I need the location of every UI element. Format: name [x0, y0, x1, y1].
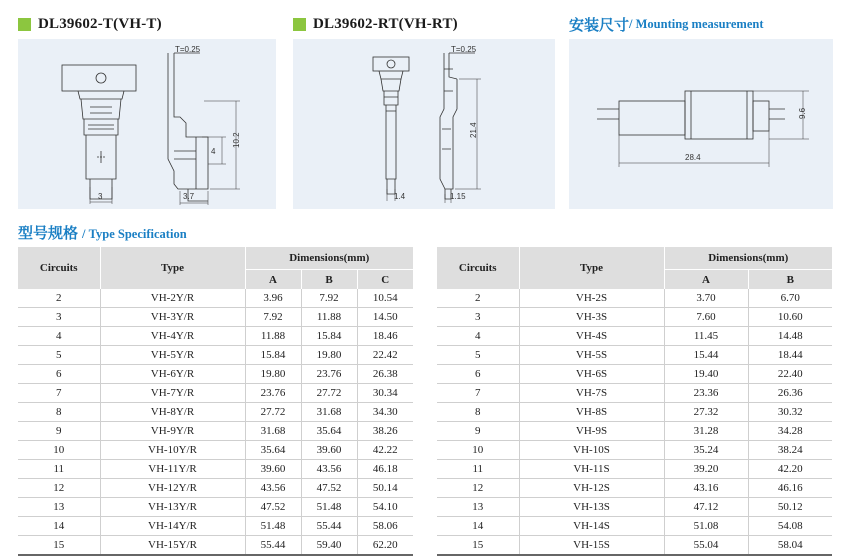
- cell-circuits: 9: [437, 422, 519, 441]
- cell-type: VH-13Y/R: [100, 498, 245, 517]
- cell-c: 10.54: [357, 289, 413, 308]
- cell-circuits: 12: [18, 479, 100, 498]
- dim-1-4: 1.4: [394, 192, 406, 201]
- cell-b: 10.60: [748, 308, 832, 327]
- cell-b: 7.92: [301, 289, 357, 308]
- cell-circuits: 14: [18, 517, 100, 536]
- cell-b: 15.84: [301, 327, 357, 346]
- spec-table-vh-t: [18, 247, 413, 556]
- cell-circuits: 2: [437, 289, 519, 308]
- table-row: [18, 498, 413, 517]
- col-c: C: [357, 270, 413, 290]
- cell-c: 30.34: [357, 384, 413, 403]
- dim-9-6: 9.6: [798, 107, 807, 119]
- table-row: [18, 346, 413, 365]
- cell-b: 38.24: [748, 441, 832, 460]
- col-circuits: Circuits: [437, 247, 519, 289]
- cell-type: VH-11S: [519, 460, 664, 479]
- cell-a: 27.72: [245, 403, 301, 422]
- cell-type: VH-9Y/R: [100, 422, 245, 441]
- cell-b: 55.44: [301, 517, 357, 536]
- col-b: B: [748, 270, 832, 290]
- terminal-t-drawing: [18, 39, 276, 209]
- type-spec-title-cn: 型号规格: [18, 226, 79, 242]
- cell-b: 54.08: [748, 517, 832, 536]
- cell-a: 55.44: [245, 536, 301, 556]
- spec-table-vh-s: [437, 247, 832, 556]
- cell-a: 19.80: [245, 365, 301, 384]
- cell-type: VH-6Y/R: [100, 365, 245, 384]
- cell-c: 46.18: [357, 460, 413, 479]
- terminal-t-header: [18, 14, 162, 34]
- terminal-t-title: DL39602-T(VH-T): [38, 15, 162, 32]
- table-row: [437, 365, 832, 384]
- cell-a: 19.40: [664, 365, 748, 384]
- cell-b: 23.76: [301, 365, 357, 384]
- cell-type: VH-3S: [519, 308, 664, 327]
- cell-b: 46.16: [748, 479, 832, 498]
- cell-circuits: 11: [437, 460, 519, 479]
- table-row: [437, 517, 832, 536]
- cell-a: 27.32: [664, 403, 748, 422]
- cell-type: VH-4Y/R: [100, 327, 245, 346]
- cell-a: 39.60: [245, 460, 301, 479]
- cell-circuits: 8: [437, 403, 519, 422]
- cell-c: 54.10: [357, 498, 413, 517]
- table-row: [437, 384, 832, 403]
- mounting-header: [569, 14, 764, 34]
- cell-b: 11.88: [301, 308, 357, 327]
- cell-circuits: 5: [18, 346, 100, 365]
- cell-c: 22.42: [357, 346, 413, 365]
- cell-circuits: 3: [18, 308, 100, 327]
- table-row: [18, 289, 413, 308]
- cell-c: 14.50: [357, 308, 413, 327]
- table-row: [18, 441, 413, 460]
- cell-a: 39.20: [664, 460, 748, 479]
- table-row: [18, 479, 413, 498]
- cell-a: 43.56: [245, 479, 301, 498]
- cell-circuits: 9: [18, 422, 100, 441]
- cell-b: 18.44: [748, 346, 832, 365]
- cell-circuits: 15: [18, 536, 100, 556]
- cell-a: 7.92: [245, 308, 301, 327]
- cell-type: VH-7S: [519, 384, 664, 403]
- cell-type: VH-8S: [519, 403, 664, 422]
- cell-circuits: 5: [437, 346, 519, 365]
- dim-3: 3: [98, 192, 103, 201]
- cell-a: 51.48: [245, 517, 301, 536]
- table-row: [18, 384, 413, 403]
- table-row: [437, 498, 832, 517]
- green-square-icon: [18, 18, 31, 31]
- table-row: [18, 517, 413, 536]
- cell-b: 35.64: [301, 422, 357, 441]
- type-spec-title: [18, 222, 187, 243]
- col-b: B: [301, 270, 357, 290]
- mounting-title-cn: 安装尺寸: [569, 17, 630, 34]
- col-type: Type: [519, 247, 664, 289]
- cell-c: 18.46: [357, 327, 413, 346]
- cell-b: 43.56: [301, 460, 357, 479]
- cell-a: 35.64: [245, 441, 301, 460]
- type-spec-title-en: / Type Specification: [82, 227, 187, 241]
- cell-b: 31.68: [301, 403, 357, 422]
- cell-type: VH-13S: [519, 498, 664, 517]
- col-a: A: [664, 270, 748, 290]
- col-type: Type: [100, 247, 245, 289]
- cell-type: VH-14S: [519, 517, 664, 536]
- cell-a: 23.76: [245, 384, 301, 403]
- cell-circuits: 4: [437, 327, 519, 346]
- cell-circuits: 13: [18, 498, 100, 517]
- cell-b: 30.32: [748, 403, 832, 422]
- table-row: [437, 346, 832, 365]
- table-row: [437, 289, 832, 308]
- cell-circuits: 6: [18, 365, 100, 384]
- cell-b: 19.80: [301, 346, 357, 365]
- cell-b: 27.72: [301, 384, 357, 403]
- cell-type: VH-15S: [519, 536, 664, 556]
- table-row: [18, 365, 413, 384]
- cell-c: 58.06: [357, 517, 413, 536]
- cell-type: VH-2S: [519, 289, 664, 308]
- cell-circuits: 2: [18, 289, 100, 308]
- cell-c: 26.38: [357, 365, 413, 384]
- cell-c: 62.20: [357, 536, 413, 556]
- cell-circuits: 3: [437, 308, 519, 327]
- cell-b: 50.12: [748, 498, 832, 517]
- table-row: [18, 536, 413, 556]
- cell-a: 47.52: [245, 498, 301, 517]
- cell-circuits: 7: [437, 384, 519, 403]
- dim-10-2: 10.2: [232, 132, 241, 148]
- cell-circuits: 13: [437, 498, 519, 517]
- cell-a: 11.88: [245, 327, 301, 346]
- cell-type: VH-14Y/R: [100, 517, 245, 536]
- cell-type: VH-7Y/R: [100, 384, 245, 403]
- cell-b: 22.40: [748, 365, 832, 384]
- col-dimensions: Dimensions(mm): [245, 247, 413, 270]
- cell-b: 47.52: [301, 479, 357, 498]
- cell-type: VH-5S: [519, 346, 664, 365]
- table-row: [437, 308, 832, 327]
- cell-type: VH-3Y/R: [100, 308, 245, 327]
- thickness-label: T=0.25: [175, 45, 201, 54]
- cell-type: VH-6S: [519, 365, 664, 384]
- cell-circuits: 7: [18, 384, 100, 403]
- terminal-rt-drawing: [293, 39, 555, 209]
- table-row: [437, 403, 832, 422]
- dim-3-7: 3.7: [183, 192, 195, 201]
- table-row: [437, 422, 832, 441]
- table-row: [437, 460, 832, 479]
- cell-a: 3.70: [664, 289, 748, 308]
- cell-b: 58.04: [748, 536, 832, 556]
- cell-b: 6.70: [748, 289, 832, 308]
- cell-b: 39.60: [301, 441, 357, 460]
- dim-21-4: 21.4: [469, 122, 478, 138]
- cell-circuits: 11: [18, 460, 100, 479]
- cell-type: VH-15Y/R: [100, 536, 245, 556]
- cell-type: VH-12S: [519, 479, 664, 498]
- cell-circuits: 14: [437, 517, 519, 536]
- terminal-rt-header: [293, 14, 458, 34]
- table-row: [18, 308, 413, 327]
- cell-circuits: 10: [18, 441, 100, 460]
- cell-a: 15.44: [664, 346, 748, 365]
- cell-a: 55.04: [664, 536, 748, 556]
- cell-b: 14.48: [748, 327, 832, 346]
- cell-type: VH-2Y/R: [100, 289, 245, 308]
- cell-type: VH-10Y/R: [100, 441, 245, 460]
- cell-type: VH-8Y/R: [100, 403, 245, 422]
- table-row: [18, 327, 413, 346]
- cell-b: 51.48: [301, 498, 357, 517]
- cell-a: 15.84: [245, 346, 301, 365]
- cell-circuits: 8: [18, 403, 100, 422]
- cell-c: 42.22: [357, 441, 413, 460]
- col-circuits: Circuits: [18, 247, 100, 289]
- cell-circuits: 10: [437, 441, 519, 460]
- dim-4: 4: [211, 147, 216, 156]
- cell-type: VH-5Y/R: [100, 346, 245, 365]
- cell-c: 50.14: [357, 479, 413, 498]
- cell-a: 23.36: [664, 384, 748, 403]
- cell-type: VH-9S: [519, 422, 664, 441]
- cell-type: VH-4S: [519, 327, 664, 346]
- table-body: [437, 289, 832, 555]
- table-row: [18, 403, 413, 422]
- cell-b: 26.36: [748, 384, 832, 403]
- cell-b: 59.40: [301, 536, 357, 556]
- dim-28-4: 28.4: [685, 153, 701, 162]
- cell-a: 35.24: [664, 441, 748, 460]
- cell-circuits: 6: [437, 365, 519, 384]
- col-a: A: [245, 270, 301, 290]
- table-row: [18, 422, 413, 441]
- cell-a: 7.60: [664, 308, 748, 327]
- cell-a: 11.45: [664, 327, 748, 346]
- table-body: [18, 289, 413, 555]
- cell-a: 51.08: [664, 517, 748, 536]
- dim-1-15: 1.15: [450, 192, 466, 201]
- cell-a: 43.16: [664, 479, 748, 498]
- cell-c: 34.30: [357, 403, 413, 422]
- cell-b: 42.20: [748, 460, 832, 479]
- cell-type: VH-11Y/R: [100, 460, 245, 479]
- cell-type: VH-10S: [519, 441, 664, 460]
- cell-a: 31.28: [664, 422, 748, 441]
- col-dimensions: Dimensions(mm): [664, 247, 832, 270]
- table-row: [437, 536, 832, 556]
- thickness-label: T=0.25: [451, 45, 477, 54]
- cell-a: 47.12: [664, 498, 748, 517]
- table-row: [18, 460, 413, 479]
- terminal-rt-title: DL39602-RT(VH-RT): [313, 15, 458, 32]
- cell-type: VH-12Y/R: [100, 479, 245, 498]
- cell-b: 34.28: [748, 422, 832, 441]
- cell-a: 31.68: [245, 422, 301, 441]
- cell-a: 3.96: [245, 289, 301, 308]
- mounting-drawing: [569, 39, 833, 209]
- table-row: [437, 479, 832, 498]
- table-row: [437, 441, 832, 460]
- mounting-title-en: / Mounting measurement: [629, 16, 764, 31]
- cell-circuits: 12: [437, 479, 519, 498]
- green-square-icon: [293, 18, 306, 31]
- table-row: [437, 327, 832, 346]
- cell-c: 38.26: [357, 422, 413, 441]
- cell-circuits: 15: [437, 536, 519, 556]
- cell-circuits: 4: [18, 327, 100, 346]
